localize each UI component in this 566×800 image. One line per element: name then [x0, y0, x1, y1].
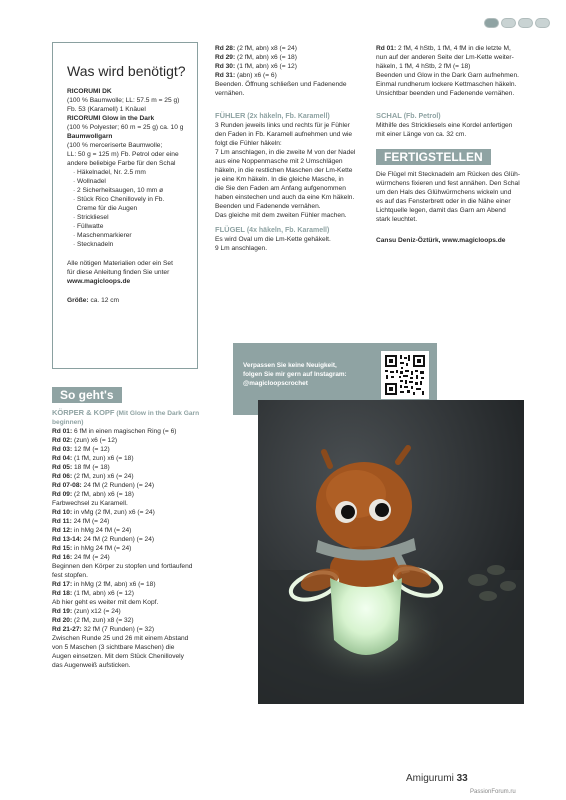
instruction-row — [52, 607, 212, 616]
material-item-text: 2 Sicherheitsaugen, 10 mm ø — [77, 187, 164, 194]
text-line: stark leuchtet. — [376, 216, 418, 223]
round-label: Rd 01: — [376, 45, 397, 52]
fuehler-heading — [215, 111, 365, 121]
instruction-row — [52, 616, 212, 625]
text-line: haben einstechen und auch da eine Km häkeln. — [215, 194, 355, 201]
round-text: das Augenweiß aufsticken. — [52, 662, 131, 669]
instruction-row — [52, 535, 212, 544]
magazine-name: Amigurumi — [406, 773, 454, 784]
round-label: Rd 29: — [215, 54, 236, 61]
instruction-row — [52, 445, 212, 454]
round-text: in hMg 24 fM (= 24) — [74, 527, 132, 534]
finish-text — [376, 170, 526, 224]
round-label: Rd 06: — [52, 473, 73, 480]
text-line: würmchens fixieren und fest annähen. Den Schal — [376, 180, 520, 187]
fluegel-text — [215, 235, 365, 253]
instruction-row — [52, 454, 212, 463]
round-text: (2 fM, zun) x8 (= 32) — [74, 617, 134, 624]
round-label: Rd 31: — [215, 72, 236, 79]
round-text: 32 fM (7 Runden) (= 32) — [83, 626, 155, 633]
round-text: (2 fM, abn) x6 (= 18) — [237, 54, 297, 61]
page-dot — [535, 18, 550, 28]
round-text: (zun) x12 (= 24) — [74, 608, 121, 615]
fluegel-heading — [215, 225, 365, 235]
round-label: Rd 20: — [52, 617, 73, 624]
instruction-row — [52, 571, 212, 580]
round-text: (2 fM, abn) x6 (= 18) — [74, 491, 134, 498]
text-line: Beenden und Fadenende vernähen. — [215, 203, 321, 210]
bullet-icon: · — [73, 223, 78, 230]
material-item — [67, 231, 197, 240]
material-item — [67, 186, 197, 195]
instruction-row — [215, 53, 365, 62]
instagram-text — [243, 361, 373, 388]
round-label: Rd 04: — [52, 455, 73, 462]
instruction-row — [52, 472, 212, 481]
note-line: für diese Anleitung finden Sie unter — [67, 269, 170, 276]
round-text: 24 fM (2 Runden) (= 24) — [83, 482, 155, 489]
note-line: www.magicloops.de — [67, 278, 131, 285]
round-label: Rd 16: — [52, 554, 73, 561]
round-label: Rd 21-27: — [52, 626, 82, 633]
instruction-row — [215, 44, 365, 53]
instruction-row — [52, 661, 212, 670]
bullet-icon: · — [73, 187, 78, 194]
round-text: (zun) x6 (= 12) — [74, 437, 118, 444]
middle-column — [215, 44, 365, 253]
size-value: ca. 12 cm — [90, 297, 120, 304]
text-line: häkeln, in die restlichen Maschen der Lm-Kette — [215, 167, 353, 174]
text-line: mit einer Länge von ca. 32 cm. — [376, 131, 467, 138]
section-title: KÖRPER & KOPF — [52, 408, 115, 417]
text-line: Mithilfe des Strickliesels eine Kordel anfertigen — [376, 122, 513, 129]
instruction-row — [52, 589, 212, 598]
materials-note — [67, 259, 197, 286]
page-indicator-dots — [484, 18, 550, 28]
round-text: 6 fM in einen magischen Ring (= 6) — [74, 428, 177, 435]
round-text: in hMg (2 fM, abn) x6 (= 18) — [74, 581, 156, 588]
material-item — [67, 168, 197, 177]
instruction-row — [52, 652, 212, 661]
round-label: Rd 03: — [52, 446, 73, 453]
instruction-row — [52, 526, 212, 535]
round-text: in vMg (2 fM, zun) x6 (= 24) — [74, 509, 155, 516]
bullet-icon: · — [73, 169, 78, 176]
round-text: (2 fM, zun) x6 (= 24) — [74, 473, 134, 480]
instruction-row — [52, 643, 212, 652]
text-line: aus eine Noppenmasche mit 2 Umschlägen — [215, 158, 343, 165]
schal-subtitle: (Fb. Petrol) — [403, 113, 441, 120]
round-text: häkeln, 1 fM, 4 hStb, 2 fM (= 18) — [376, 63, 471, 70]
round-label: Rd 07-08: — [52, 482, 82, 489]
instruction-row — [52, 490, 212, 499]
finish-title: FERTIGSTELLEN — [376, 149, 491, 165]
material-item — [67, 177, 197, 186]
text-line — [376, 44, 526, 53]
instagram-line: Verpassen Sie keine Neuigkeit, — [243, 362, 337, 369]
round-label: Rd 19: — [52, 608, 73, 615]
instruction-row — [52, 481, 212, 490]
material-line: Baumwollgarn — [67, 133, 113, 140]
material-item-text: Stück Rico Chenillovely in Fb. — [77, 196, 165, 203]
round-text: Farbwechsel zu Karamell. — [52, 500, 128, 507]
round-text: von 5 Maschen (3 sichtbare Maschen) die — [52, 644, 175, 651]
bullet-icon: · — [73, 196, 78, 203]
instruction-row — [52, 544, 212, 553]
instruction-row — [52, 598, 212, 607]
round-label: Rd 18: — [52, 590, 73, 597]
author-credit: Cansu Deniz-Öztürk, www.magicloops.de — [376, 237, 506, 244]
round-text: in hMg 24 fM (= 24) — [74, 545, 132, 552]
round-label: Rd 30: — [215, 63, 236, 70]
round-text: (1 fM, zun) x6 (= 18) — [74, 455, 134, 462]
round-text: Beginnen den Körper zu stopfen und fortlaufend — [52, 563, 193, 570]
text-line — [376, 89, 526, 98]
instruction-row — [52, 517, 212, 526]
fluegel-subtitle: (4x häkeln, Fb. Karamell) — [246, 227, 330, 234]
instruction-row — [52, 463, 212, 472]
text-line: Lichtquelle legen, damit das Garn am Abend — [376, 207, 506, 214]
round-text: 24 fM (= 24) — [73, 518, 110, 525]
round-text: (2 fM, abn) x8 (= 24) — [237, 45, 297, 52]
bullet-icon: · — [73, 214, 78, 221]
materials-content — [53, 87, 197, 305]
text-line: 9 Lm anschlagen. — [215, 245, 268, 252]
material-line: RICORUMI DK — [67, 88, 112, 95]
round-text: Unsichtbar beenden und Fadenende vernähen. — [376, 90, 515, 97]
material-line: LL: 50 g = 125 m) Fb. Petrol oder eine — [67, 151, 179, 158]
round-text: 12 fM (= 12) — [74, 446, 110, 453]
round-label: Rd 02: — [52, 437, 73, 444]
round-label: Rd 01: — [52, 428, 73, 435]
how-to-title: So geht's — [52, 387, 122, 403]
round-label: Rd 28: — [215, 45, 236, 52]
round-label: Rd 15: — [52, 545, 73, 552]
instruction-row — [52, 634, 212, 643]
round-text: Augen einsetzen. Mit dem Stück Chenillovely — [52, 653, 184, 660]
instruction-row — [52, 436, 212, 445]
instruction-row — [52, 427, 212, 436]
text-line: je eine Km häkeln. In die gleiche Masche, in — [215, 176, 344, 183]
material-item-text: Maschenmarkierer — [77, 232, 132, 239]
rd01-text — [376, 44, 526, 98]
round-text: 24 fM (2 Runden) (= 24) — [83, 536, 155, 543]
fuehler-text — [215, 121, 365, 220]
text-line — [376, 62, 526, 71]
instruction-row — [52, 553, 212, 562]
fuehler-title: FÜHLER — [215, 111, 246, 120]
material-item-text: Stecknadeln — [77, 241, 114, 248]
how-to-rows — [52, 427, 212, 670]
size-line — [67, 296, 197, 305]
instruction-row — [215, 71, 365, 80]
round-text: fest stopfen. — [52, 572, 88, 579]
round-text: Zwischen Runde 25 und 26 mit einem Abstand — [52, 635, 189, 642]
round-text: Ab hier geht es weiter mit dem Kopf. — [52, 599, 159, 606]
text-line: Die Flügel mit Stecknadeln am Rücken des Glüh- — [376, 171, 521, 178]
material-item-text: Füllwatte — [77, 223, 104, 230]
round-label: Rd 12: — [52, 527, 73, 534]
text-line: 3 Runden jeweils links und rechts für je Fühler — [215, 122, 350, 129]
round-label: Rd 05: — [52, 464, 73, 471]
right-column — [376, 44, 526, 245]
text-line: Das gleiche mit dem zweiten Fühler machen. — [215, 212, 347, 219]
page-number: 33 — [456, 773, 468, 784]
firefly-photo — [258, 400, 524, 704]
material-item-text: Strickliesel — [77, 214, 109, 221]
qr-code-icon[interactable] — [381, 351, 429, 399]
round-text: 2 fM, 4 hStb, 1 fM, 4 fM in die letzte M, — [398, 45, 511, 52]
material-item — [67, 222, 197, 231]
instruction-row — [215, 62, 365, 71]
bullet-icon: · — [73, 178, 78, 185]
round-text: nun auf der anderen Seite der Lm-Kette weiter- — [376, 54, 514, 61]
material-line: (100 % Polyester; 60 m = 25 g) ca. 10 g — [67, 124, 184, 131]
text-line: Beenden. Öffnung schließen und Fadenende — [215, 81, 347, 88]
material-item — [67, 195, 197, 204]
material-line: (100 % Baumwolle; LL: 57.5 m = 25 g) — [67, 97, 180, 104]
instruction-row — [52, 508, 212, 517]
material-item — [67, 204, 197, 213]
page-footer — [406, 774, 468, 783]
text-line — [376, 71, 526, 80]
material-item-text: Creme für die Augen — [76, 205, 138, 212]
watermark: PassionForum.ru — [470, 789, 516, 795]
fuehler-subtitle: (2x häkeln, Fb. Karamell) — [247, 113, 330, 120]
material-item — [67, 213, 197, 222]
material-line: (100 % merceriserte Baumwolle; — [67, 142, 163, 149]
round-text: (1 fM, abn) x6 (= 12) — [237, 63, 297, 70]
schal-heading — [376, 111, 526, 121]
round-label: Rd 11: — [52, 518, 72, 525]
text-line: Es wird Oval um die Lm-Kette gehäkelt. — [215, 236, 331, 243]
instagram-line: @magicloopscrochet — [243, 380, 308, 387]
schal-title: SCHAL — [376, 111, 402, 120]
page-dot — [501, 18, 516, 28]
page-dot — [484, 18, 499, 28]
material-item-text: Wollnadel — [77, 178, 106, 185]
instruction-row — [52, 562, 212, 571]
middle-end-text — [215, 80, 365, 98]
instruction-row — [52, 625, 212, 634]
round-label: Rd 10: — [52, 509, 73, 516]
materials-box — [52, 42, 198, 369]
text-line: um den Hals des Glühwürmchens wickeln und — [376, 189, 512, 196]
text-line — [376, 53, 526, 62]
bullet-icon: · — [73, 232, 78, 239]
round-label: Rd 09: — [52, 491, 73, 498]
text-line: vernähen. — [215, 90, 245, 97]
material-item-text: Häkelnadel, Nr. 2.5 mm — [77, 169, 146, 176]
material-item — [67, 240, 197, 249]
schal-text — [376, 121, 526, 139]
text-line: folgt die Fühler häkeln: — [215, 140, 282, 147]
size-label: Größe: — [67, 297, 89, 304]
how-to-column — [52, 387, 212, 670]
materials-title: Was wird benötigt? — [67, 63, 186, 79]
fluegel-title: FLÜGEL — [215, 225, 245, 234]
note-line: Alle nötigen Materialien oder ein Set — [67, 260, 173, 267]
section-subtitle: (Mit Glow in the Dark Garn beginnen) — [52, 410, 200, 426]
text-line: den Faden in Fb. Karamell aufnehmen und wie — [215, 131, 353, 138]
instagram-line: folgen Sie mir gern auf Instagram: — [243, 371, 347, 378]
bullet-icon: · — [73, 241, 78, 248]
material-line: Fb. 53 (Karamell) 1 Knäuel — [67, 106, 146, 113]
material-line: andere beliebige Farbe für den Schal — [67, 160, 176, 167]
body-section-heading — [52, 408, 212, 427]
round-label: Rd 17: — [52, 581, 73, 588]
round-label: Rd 13-14: — [52, 536, 82, 543]
instruction-row — [52, 580, 212, 589]
text-line: 7 Lm anschlagen, in die zweite M von der Nadel — [215, 149, 356, 156]
round-text: 18 fM (= 18) — [74, 464, 110, 471]
round-text: Beenden und Glow in the Dark Garn aufnehmen. — [376, 72, 519, 79]
round-text: (abn) x6 (= 6) — [237, 72, 277, 79]
material-line: RICORUMI Glow in the Dark — [67, 115, 155, 122]
text-line — [376, 80, 526, 89]
instruction-row — [52, 499, 212, 508]
round-text: Einmal rundherum lockere Kettmaschen häkeln. — [376, 81, 517, 88]
round-text: (1 fM, abn) x6 (= 12) — [74, 590, 134, 597]
page-dot — [518, 18, 533, 28]
text-line: es auf das Fensterbrett oder in die Nähe einer — [376, 198, 511, 205]
middle-rows — [215, 44, 365, 80]
text-line: die Sie den Faden am Anfang aufgenommen — [215, 185, 346, 192]
round-text: 24 fM (= 24) — [74, 554, 110, 561]
